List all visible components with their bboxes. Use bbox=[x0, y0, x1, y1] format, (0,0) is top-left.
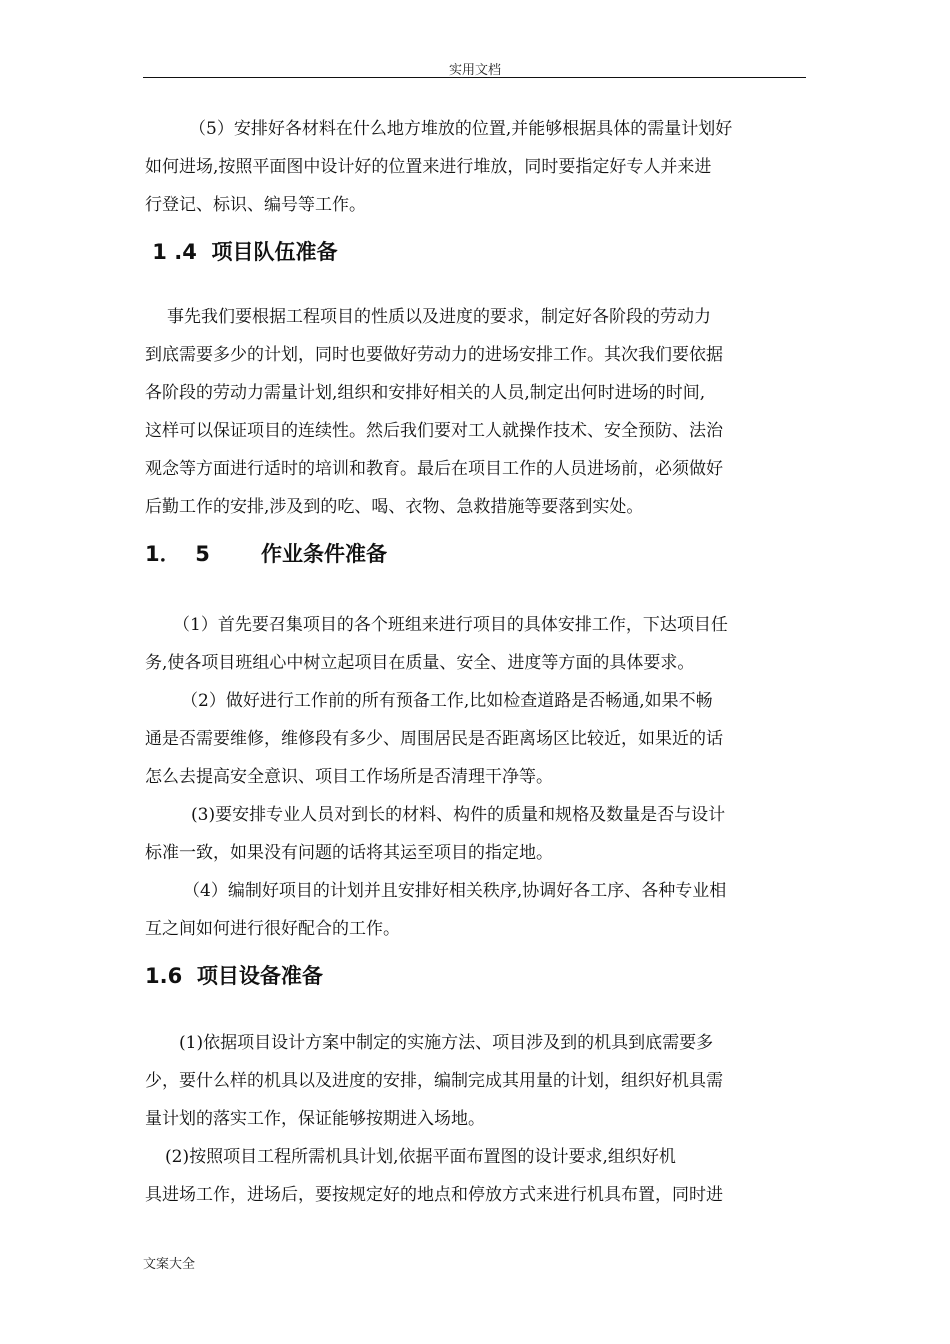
text-line: (3)要安排专业人员对到长的材料、构件的质量和规格及数量是否与设计 bbox=[191, 805, 726, 825]
text-line: 互之间如何进行很好配合的工作。 bbox=[145, 919, 400, 939]
section-heading: 1． 5 作业条件准备 bbox=[145, 542, 388, 566]
text-line: 具进场工作，进场后，要按规定好的地点和停放方式来进行机具布置，同时进 bbox=[145, 1185, 723, 1205]
section-heading: 1.6 项目设备准备 bbox=[145, 964, 323, 988]
text-line: 怎么去提高安全意识、项目工作场所是否清理干净等。 bbox=[145, 767, 553, 787]
text-line: 务,使各项目班组心中树立起项目在质量、安全、进度等方面的具体要求。 bbox=[145, 653, 695, 673]
text-line: 如何进场,按照平面图中设计好的位置来进行堆放，同时要指定好专人并来进 bbox=[145, 157, 712, 177]
text-line: 到底需要多少的计划，同时也要做好劳动力的进场安排工作。其次我们要依据 bbox=[145, 345, 723, 365]
text-line: 各阶段的劳动力需量计划,组织和安排好相关的人员,制定出何时进场的时间, bbox=[145, 383, 706, 403]
page-header: 实用文档 bbox=[448, 63, 501, 78]
paragraph bbox=[145, 1024, 805, 1138]
paragraph bbox=[145, 1138, 805, 1214]
text-line: 行登记、标识、编号等工作。 bbox=[145, 195, 366, 215]
text-line: 量计划的落实工作，保证能够按期进入场地。 bbox=[145, 1109, 485, 1129]
document-body bbox=[145, 110, 805, 1214]
page-footer: 文案大全 bbox=[143, 1257, 196, 1272]
paragraph bbox=[145, 298, 805, 526]
text-line: (1)依据项目设计方案中制定的实施方法、项目涉及到的机具到底需要多 bbox=[179, 1033, 714, 1053]
section-heading: 1 .4 项目队伍准备 bbox=[145, 240, 338, 264]
text-line: (2)按照项目工程所需机具计划,依据平面布置图的设计要求,组织好机 bbox=[165, 1147, 676, 1167]
text-line: 观念等方面进行适时的培训和教育。最后在项目工作的人员进场前，必须做好 bbox=[145, 459, 723, 479]
text-line: 少，要什么样的机具以及进度的安排，编制完成其用量的计划，组织好机具需 bbox=[145, 1071, 723, 1091]
text-line: 标准一致，如果没有问题的话将其运至项目的指定地。 bbox=[145, 843, 553, 863]
text-line: （1）首先要召集项目的各个班组来进行项目的具体安排工作，下达项目任 bbox=[173, 615, 728, 635]
text-line: 通是否需要维修，维修段有多少、周围居民是否距离场区比较近，如果近的话 bbox=[145, 729, 723, 749]
header-rule bbox=[143, 77, 806, 78]
paragraph bbox=[145, 872, 805, 948]
paragraph bbox=[145, 110, 805, 224]
text-line: 后勤工作的安排,涉及到的吃、喝、衣物、急救措施等要落到实处。 bbox=[145, 497, 644, 517]
text-line: 事先我们要根据工程项目的性质以及进度的要求，制定好各阶段的劳动力 bbox=[167, 307, 711, 327]
text-line: （4）编制好项目的计划并且安排好相关秩序,协调好各工序、各种专业相 bbox=[183, 881, 727, 901]
text-line: 这样可以保证项目的连续性。然后我们要对工人就操作技术、安全预防、法治 bbox=[145, 421, 723, 441]
text-line: （5）安排好各材料在什么地方堆放的位置,并能够根据具体的需量计划好 bbox=[189, 119, 733, 139]
paragraph bbox=[145, 606, 805, 682]
paragraph bbox=[145, 796, 805, 872]
text-line: （2）做好进行工作前的所有预备工作,比如检查道路是否畅通,如果不畅 bbox=[181, 691, 713, 711]
paragraph bbox=[145, 682, 805, 796]
